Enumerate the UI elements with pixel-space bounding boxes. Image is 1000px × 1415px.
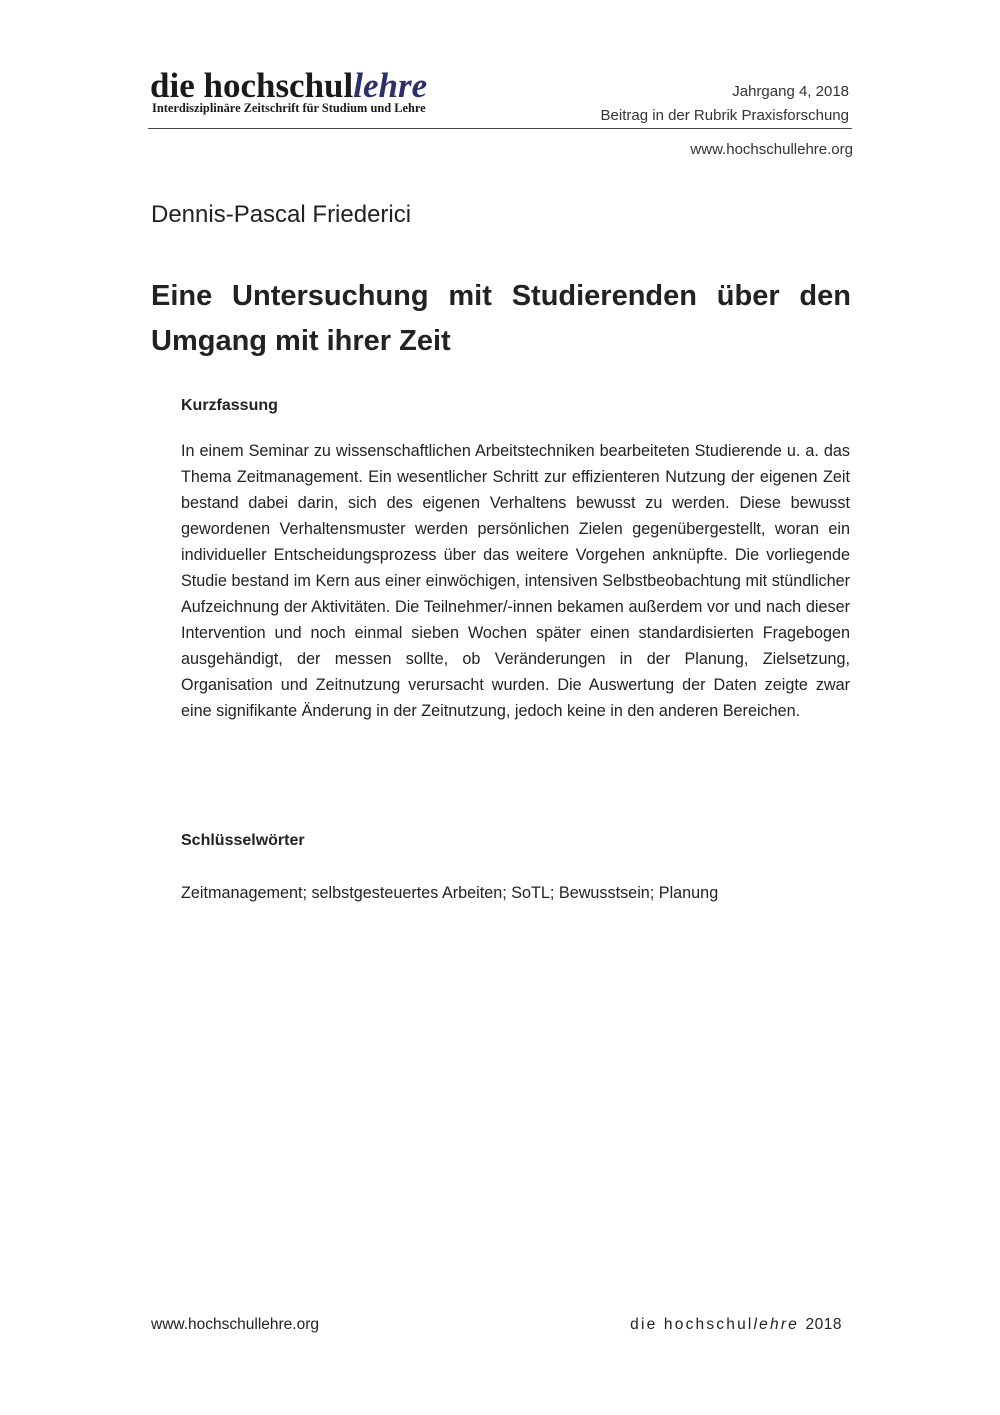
abstract-text: In einem Seminar zu wissenschaftlichen Arbeitstechniken bearbeiteten Studierende u. a. das Thema Zeitmanagement. Ein wesentlicher Schritt zur effizienteren Nutzung der eigenen Zeit bestand dabei darin, sich des eigenen Verhaltens bewusst zu werden. Diese bewusst gewordenen Verhaltensmuster werden persönlichen Zielen gegenübergestellt, woran ein individueller Entscheidungsprozess über das weitere Vorgehen anknüpfte. Die vorliegende Studie bestand im Kern aus einer einwöchigen, intensiven Selbstbeobachtung mit stündlicher Aufzeichnung der Aktivitäten. Die Teilnehmer/-innen bekamen außerdem vor und nach dieser Intervention und noch einmal sieben Wochen später einen standardisierten Fragebogen ausgehändigt, der messen sollte, ob Veränderungen in der Planung, Zielsetzung, Organisation und Zeitnutzung verursacht wurden. Die Auswertung der Daten zeigte zwar eine signifikante Änderung in der Zeitnutzung, jedoch keine in den anderen Bereichen.	[181, 442, 850, 720]
footer-url: www.hochschullehre.org	[151, 1316, 320, 1333]
header-url: www.hochschullehre.org	[690, 141, 853, 158]
keywords-heading: Schlüsselwörter	[181, 832, 305, 849]
abstract-heading: Kurzfassung	[181, 397, 278, 414]
journal-logo	[150, 66, 427, 106]
journal-subtitle: Interdisziplinäre Zeitschrift für Studium und Lehre	[152, 101, 426, 115]
footer-journal	[630, 1315, 842, 1335]
article-author: Dennis-Pascal Friederici	[151, 201, 412, 228]
article-title: Eine Untersuchung mit Studierenden über den Umgang mit ihrer Zeit	[151, 280, 851, 357]
journal-logo-accent: lehre	[353, 66, 428, 105]
journal-logo-main: die hochschul	[150, 66, 354, 105]
footer-journal-accent: lehre	[753, 1316, 799, 1333]
keywords-text: Zeitmanagement; selbstgesteuertes Arbeiten; SoTL; Bewusstsein; Planung	[181, 884, 719, 902]
issue-info: Jahrgang 4, 2018	[732, 83, 849, 100]
footer-journal-main: die hochschul	[630, 1316, 754, 1333]
footer-year: 2018	[805, 1316, 842, 1333]
rubric-info: Beitrag in der Rubrik Praxisforschung	[600, 107, 849, 124]
header-divider	[148, 128, 852, 129]
